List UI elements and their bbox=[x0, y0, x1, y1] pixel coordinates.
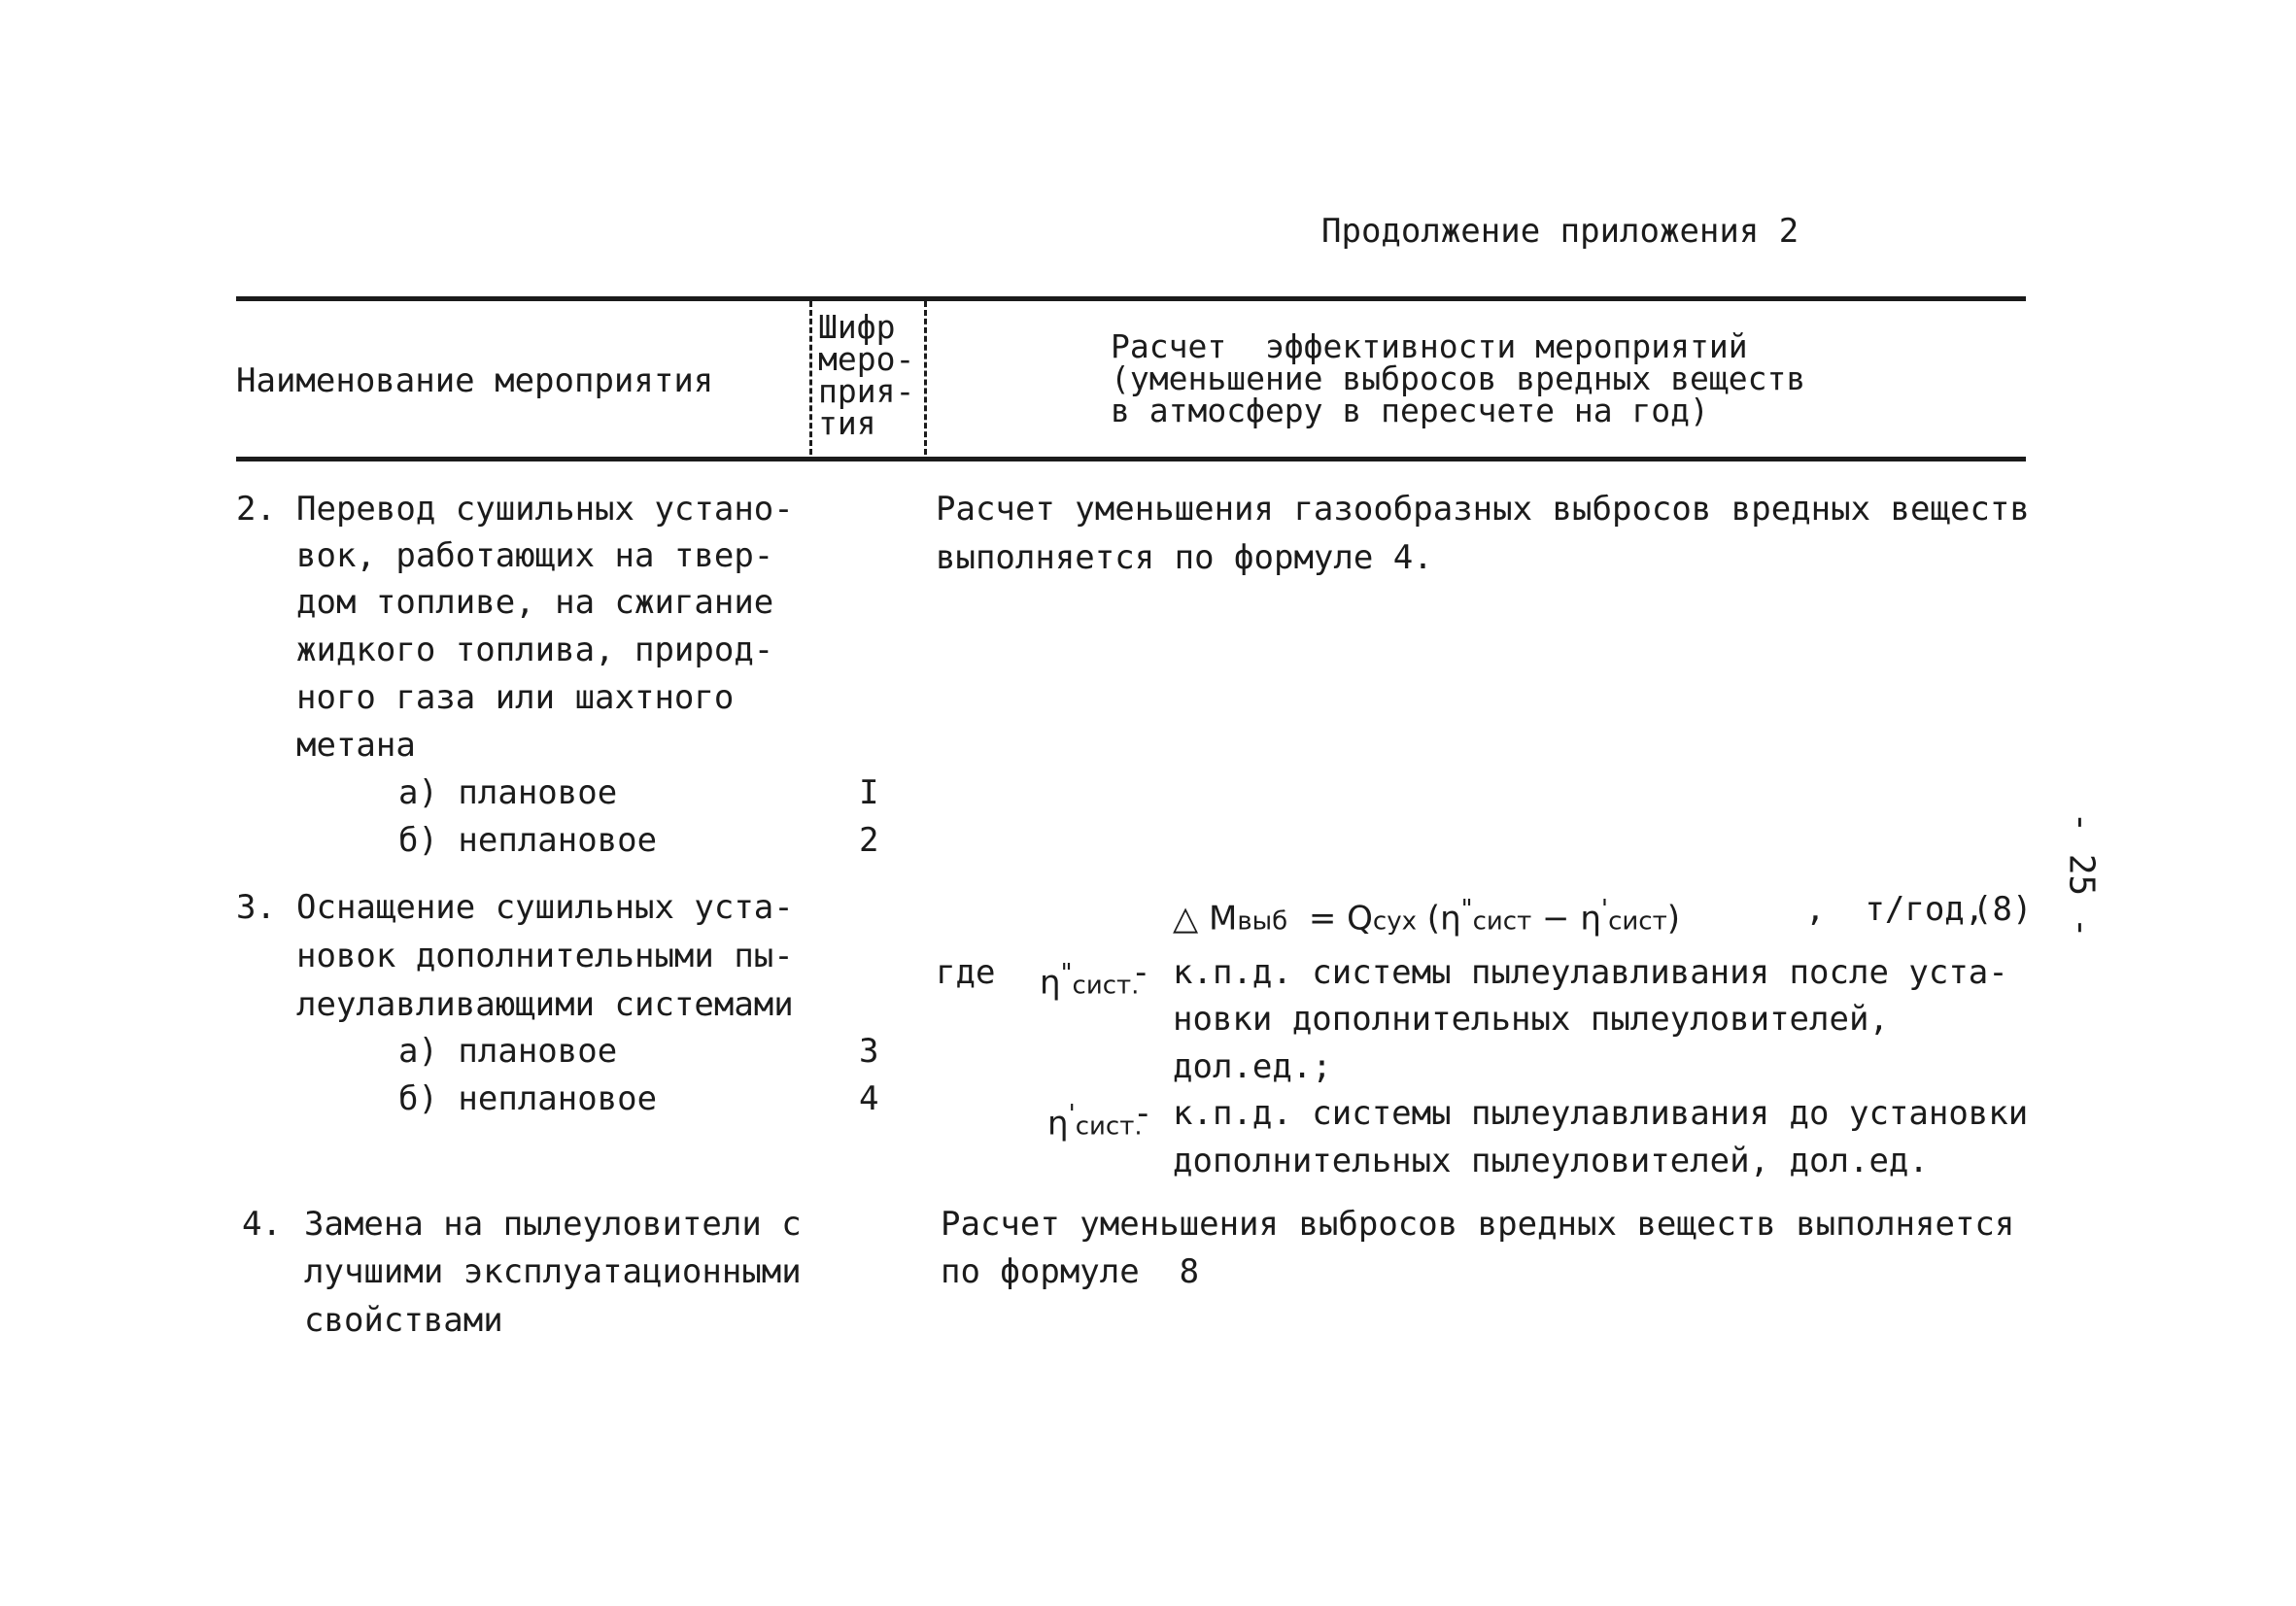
measure-title-line: свойствами bbox=[304, 1301, 503, 1340]
definition-dash: - bbox=[1131, 953, 1151, 992]
option-code: 4 bbox=[859, 1079, 879, 1118]
calc-text-line: выполняется по формуле 4. bbox=[936, 538, 1433, 577]
header-code-line: меро- bbox=[818, 340, 915, 378]
appendix-continuation-note: Продолжение приложения 2 bbox=[1321, 212, 1799, 251]
formula-open-paren: ( bbox=[1426, 899, 1441, 939]
measure-title-line: дом топливе, на сжигание bbox=[296, 583, 774, 622]
measure-title-line: жидкого топлива, природ- bbox=[296, 631, 774, 669]
measure-title-line: Оснащение сушильных уста- bbox=[296, 888, 794, 927]
definition-symbol bbox=[1040, 950, 1139, 1008]
formula-q: Q bbox=[1347, 899, 1373, 939]
column-divider-left bbox=[809, 301, 812, 455]
eta-symbol: η bbox=[1580, 899, 1601, 939]
measure-title-line: вок, работающих на твер- bbox=[296, 536, 774, 575]
option-unplanned: б) неплановое bbox=[398, 821, 658, 860]
option-planned: а) плановое bbox=[398, 1032, 618, 1071]
calc-text-line: по формуле 8 bbox=[941, 1252, 1200, 1291]
formula-lhs: M bbox=[1208, 899, 1238, 939]
header-code-line: прия- bbox=[818, 372, 915, 410]
definition-line: дол.ед.; bbox=[1173, 1047, 1332, 1086]
formula-unit: , т/год, bbox=[1805, 890, 1985, 929]
eta-symbol: η bbox=[1040, 963, 1061, 1003]
measure-title-line: ного газа или шахтного bbox=[296, 678, 735, 717]
measure-title-line: новок дополнительными пы- bbox=[296, 937, 794, 975]
formula-lhs-sub: выб bbox=[1237, 906, 1288, 937]
column-divider-right bbox=[924, 301, 927, 455]
option-planned: а) плановое bbox=[398, 773, 618, 812]
calc-text-line: Расчет уменьшения газообразных выбросов вредных веществ bbox=[936, 490, 2030, 529]
eta-symbol: η bbox=[1440, 899, 1461, 939]
option-code: 3 bbox=[859, 1032, 879, 1071]
eta-sub: сист. bbox=[1072, 971, 1140, 1001]
formula-equals: = bbox=[1308, 899, 1337, 939]
definition-line: новки дополнительных пылеуловителей, bbox=[1173, 1000, 1889, 1039]
row-number: 4. bbox=[242, 1205, 282, 1244]
page-number: - 25 - bbox=[2061, 811, 2102, 939]
measure-title-line: метана bbox=[296, 726, 416, 765]
where-label: где bbox=[936, 953, 996, 992]
calc-text-line: Расчет уменьшения выбросов вредных веществ выполняется bbox=[941, 1205, 2015, 1244]
header-calc-line: в атмосферу в пересчете на год) bbox=[1111, 392, 1709, 429]
eta-double-prime: " bbox=[1460, 895, 1473, 924]
formula-close-paren: ) bbox=[1666, 899, 1680, 939]
measure-title-line: Перевод сушильных устано- bbox=[296, 490, 794, 529]
eta-prime: ' bbox=[1068, 1100, 1076, 1129]
delta-symbol: △ bbox=[1173, 899, 1199, 939]
header-code-line: тия bbox=[818, 404, 876, 442]
header-code-line: Шифр bbox=[818, 308, 896, 346]
eta-sub: сист bbox=[1472, 906, 1532, 937]
definition-line: к.п.д. системы пылеулавливания до установки bbox=[1173, 1094, 2029, 1133]
measure-title-line: леулавливающими системами bbox=[296, 985, 794, 1024]
header-measure-name: Наименование мероприятия bbox=[236, 361, 714, 400]
option-code: I bbox=[859, 773, 879, 812]
option-unplanned: б) неплановое bbox=[398, 1079, 658, 1118]
row-number: 2. bbox=[236, 490, 276, 529]
definition-dash: - bbox=[1133, 1094, 1153, 1133]
formula-q-sub: сух bbox=[1372, 906, 1417, 937]
option-code: 2 bbox=[859, 821, 879, 860]
formula-8 bbox=[1173, 886, 1680, 944]
eta-sub: сист. bbox=[1075, 1111, 1143, 1142]
eta-symbol: η bbox=[1047, 1104, 1069, 1144]
formula-minus: − bbox=[1542, 899, 1570, 939]
header-calc-line: Расчет эффективности мероприятий bbox=[1111, 327, 1748, 365]
row-number: 3. bbox=[236, 888, 276, 927]
eta-double-prime: " bbox=[1060, 959, 1073, 988]
measure-title-line: лучшими эксплуатационными bbox=[304, 1252, 802, 1291]
definition-line: дополнительных пылеуловителей, дол.ед. bbox=[1173, 1142, 1929, 1180]
definition-line: к.п.д. системы пылеулавливания после уста- bbox=[1173, 953, 2008, 992]
header-calc-line: (уменьшение выбросов вредных веществ bbox=[1111, 359, 1806, 397]
eta-sub: сист bbox=[1608, 906, 1667, 937]
table-header-bottom-rule bbox=[236, 457, 2026, 461]
formula-number: (8) bbox=[1972, 890, 2033, 929]
eta-prime: ' bbox=[1600, 895, 1609, 924]
definition-symbol bbox=[1047, 1091, 1143, 1149]
table-top-rule bbox=[236, 296, 2026, 301]
measure-title-line: Замена на пылеуловители с bbox=[304, 1205, 802, 1244]
